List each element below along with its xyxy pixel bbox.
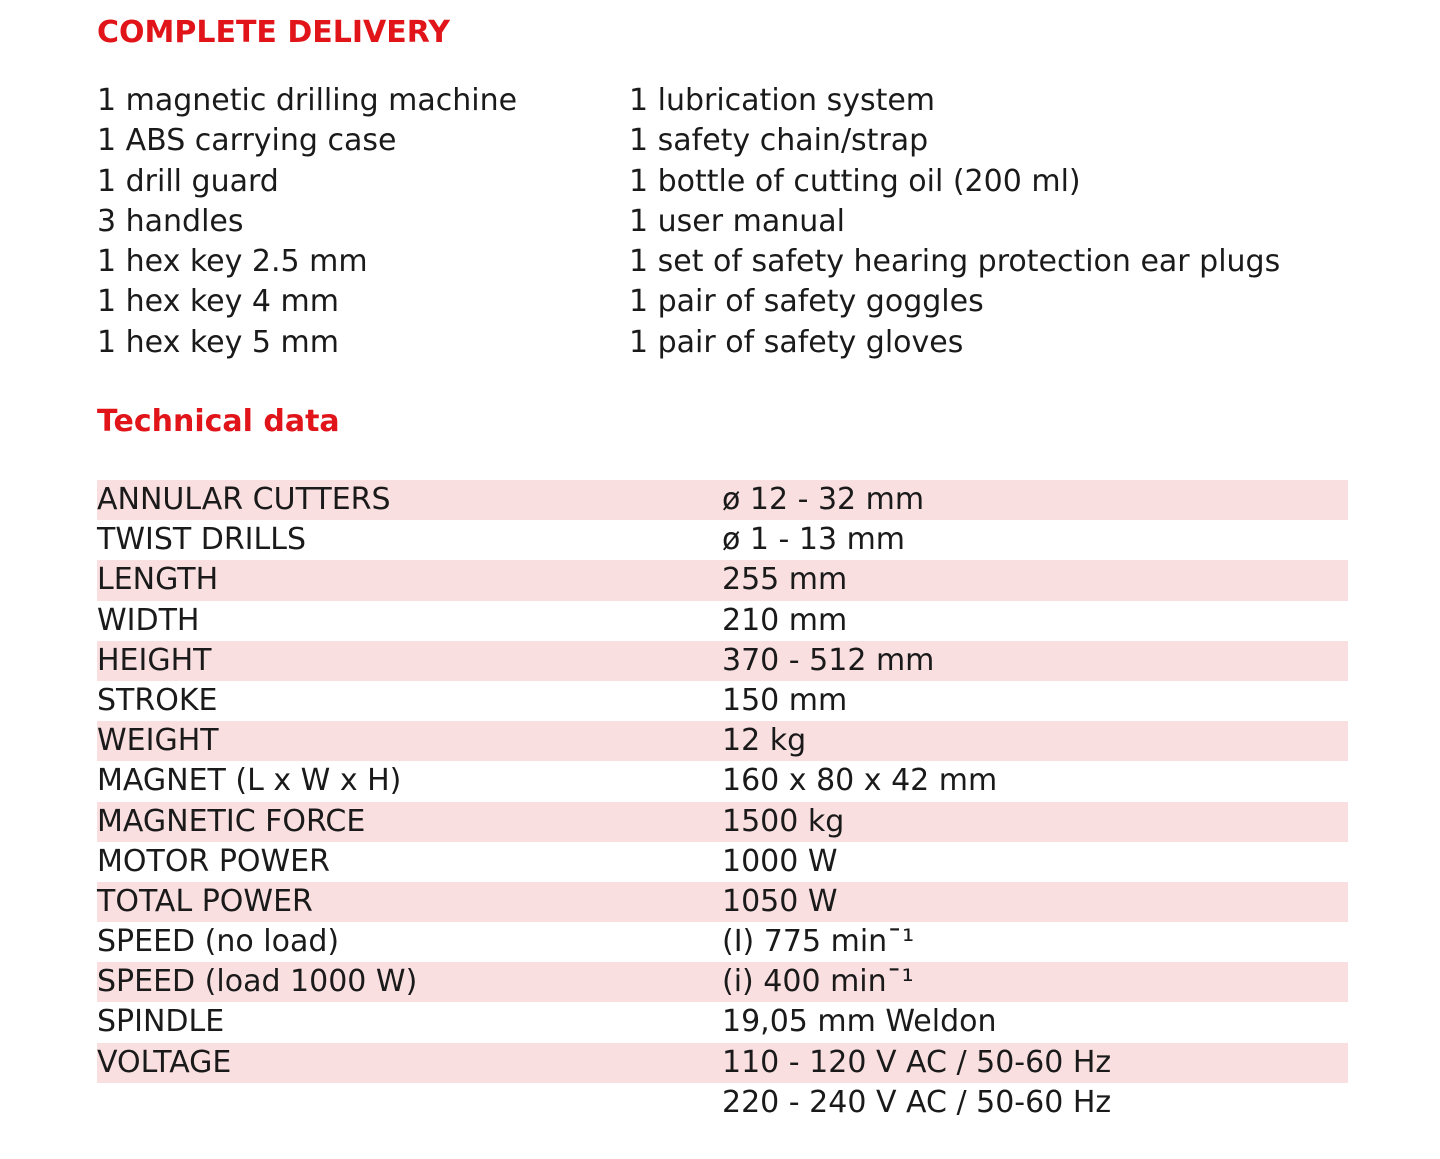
spec-value: (I) 775 min¯¹ <box>722 924 915 960</box>
spec-label: VOLTAGE <box>97 1044 232 1080</box>
delivery-item: 1 user manual <box>629 203 845 239</box>
table-row <box>97 721 1348 761</box>
spec-label: SPINDLE <box>97 1004 225 1040</box>
spec-label: HEIGHT <box>97 642 212 678</box>
delivery-item: 1 hex key 4 mm <box>97 284 339 320</box>
delivery-list-left <box>97 81 517 363</box>
delivery-item: 1 hex key 5 mm <box>97 324 339 360</box>
delivery-item: 1 magnetic drilling machine <box>97 83 518 118</box>
delivery-item: 1 hex key 2.5 mm <box>97 244 368 280</box>
table-row <box>97 601 1348 641</box>
spec-value: 255 mm <box>722 562 848 598</box>
table-row <box>97 480 1348 520</box>
table-row <box>97 962 1348 1002</box>
spec-label: MAGNETIC FORCE <box>97 803 366 839</box>
table-row <box>97 1043 1348 1083</box>
spec-value: (i) 400 min¯¹ <box>722 964 914 1000</box>
spec-value: 1050 W <box>722 883 838 919</box>
spec-value: 12 kg <box>722 723 807 759</box>
table-row <box>97 560 1348 600</box>
delivery-item: 1 set of safety hearing protection ear plugs <box>629 244 1281 280</box>
spec-label: TOTAL POWER <box>97 883 313 919</box>
delivery-item: 1 safety chain/strap <box>629 123 929 159</box>
spec-value: ø 1 - 13 mm <box>722 522 906 558</box>
spec-label: TWIST DRILLS <box>97 522 307 558</box>
spec-value: ø 12 - 32 mm <box>722 482 925 517</box>
table-row <box>97 761 1348 801</box>
delivery-item: 1 drill guard <box>97 163 279 199</box>
spec-label: WIDTH <box>97 602 200 638</box>
spec-label: WEIGHT <box>97 723 219 759</box>
spec-label: MAGNET (L x W x H) <box>97 763 402 799</box>
technical-table <box>97 480 1348 1123</box>
delivery-item: 1 bottle of cutting oil (200 ml) <box>629 163 1081 199</box>
table-row <box>97 922 1348 962</box>
table-row <box>97 842 1348 882</box>
delivery-item: 1 ABS carrying case <box>97 123 397 159</box>
spec-value: 1500 kg <box>722 803 845 839</box>
spec-label: SPEED (load 1000 W) <box>97 964 418 1000</box>
spec-value: 370 - 512 mm <box>722 642 935 678</box>
spec-label: STROKE <box>97 682 218 718</box>
delivery-item: 3 handles <box>97 203 244 239</box>
delivery-list-right <box>629 81 1280 363</box>
technical-heading: Technical data <box>97 404 340 439</box>
spec-label: ANNULAR CUTTERS <box>97 482 391 517</box>
table-row <box>97 882 1348 922</box>
spec-value: 1000 W <box>722 843 838 879</box>
delivery-heading: COMPLETE DELIVERY <box>97 15 450 50</box>
table-row <box>97 641 1348 681</box>
spec-value: 19,05 mm Weldon <box>722 1004 997 1040</box>
spec-label: LENGTH <box>97 562 219 598</box>
spec-value: 160 x 80 x 42 mm <box>722 763 998 799</box>
table-row <box>97 520 1348 560</box>
spec-label: SPEED (no load) <box>97 924 340 960</box>
delivery-item: 1 pair of safety gloves <box>629 324 964 360</box>
table-row <box>97 1002 1348 1042</box>
table-row <box>97 802 1348 842</box>
spec-value: 150 mm <box>722 682 848 718</box>
delivery-item: 1 lubrication system <box>629 83 936 118</box>
table-row <box>97 681 1348 721</box>
delivery-item: 1 pair of safety goggles <box>629 284 984 320</box>
table-row <box>97 1083 1348 1123</box>
spec-value: 110 - 120 V AC / 50-60 Hz <box>722 1044 1112 1080</box>
spec-value: 220 - 240 V AC / 50-60 Hz <box>722 1084 1112 1120</box>
spec-value: 210 mm <box>722 602 848 638</box>
spec-label: MOTOR POWER <box>97 843 330 879</box>
